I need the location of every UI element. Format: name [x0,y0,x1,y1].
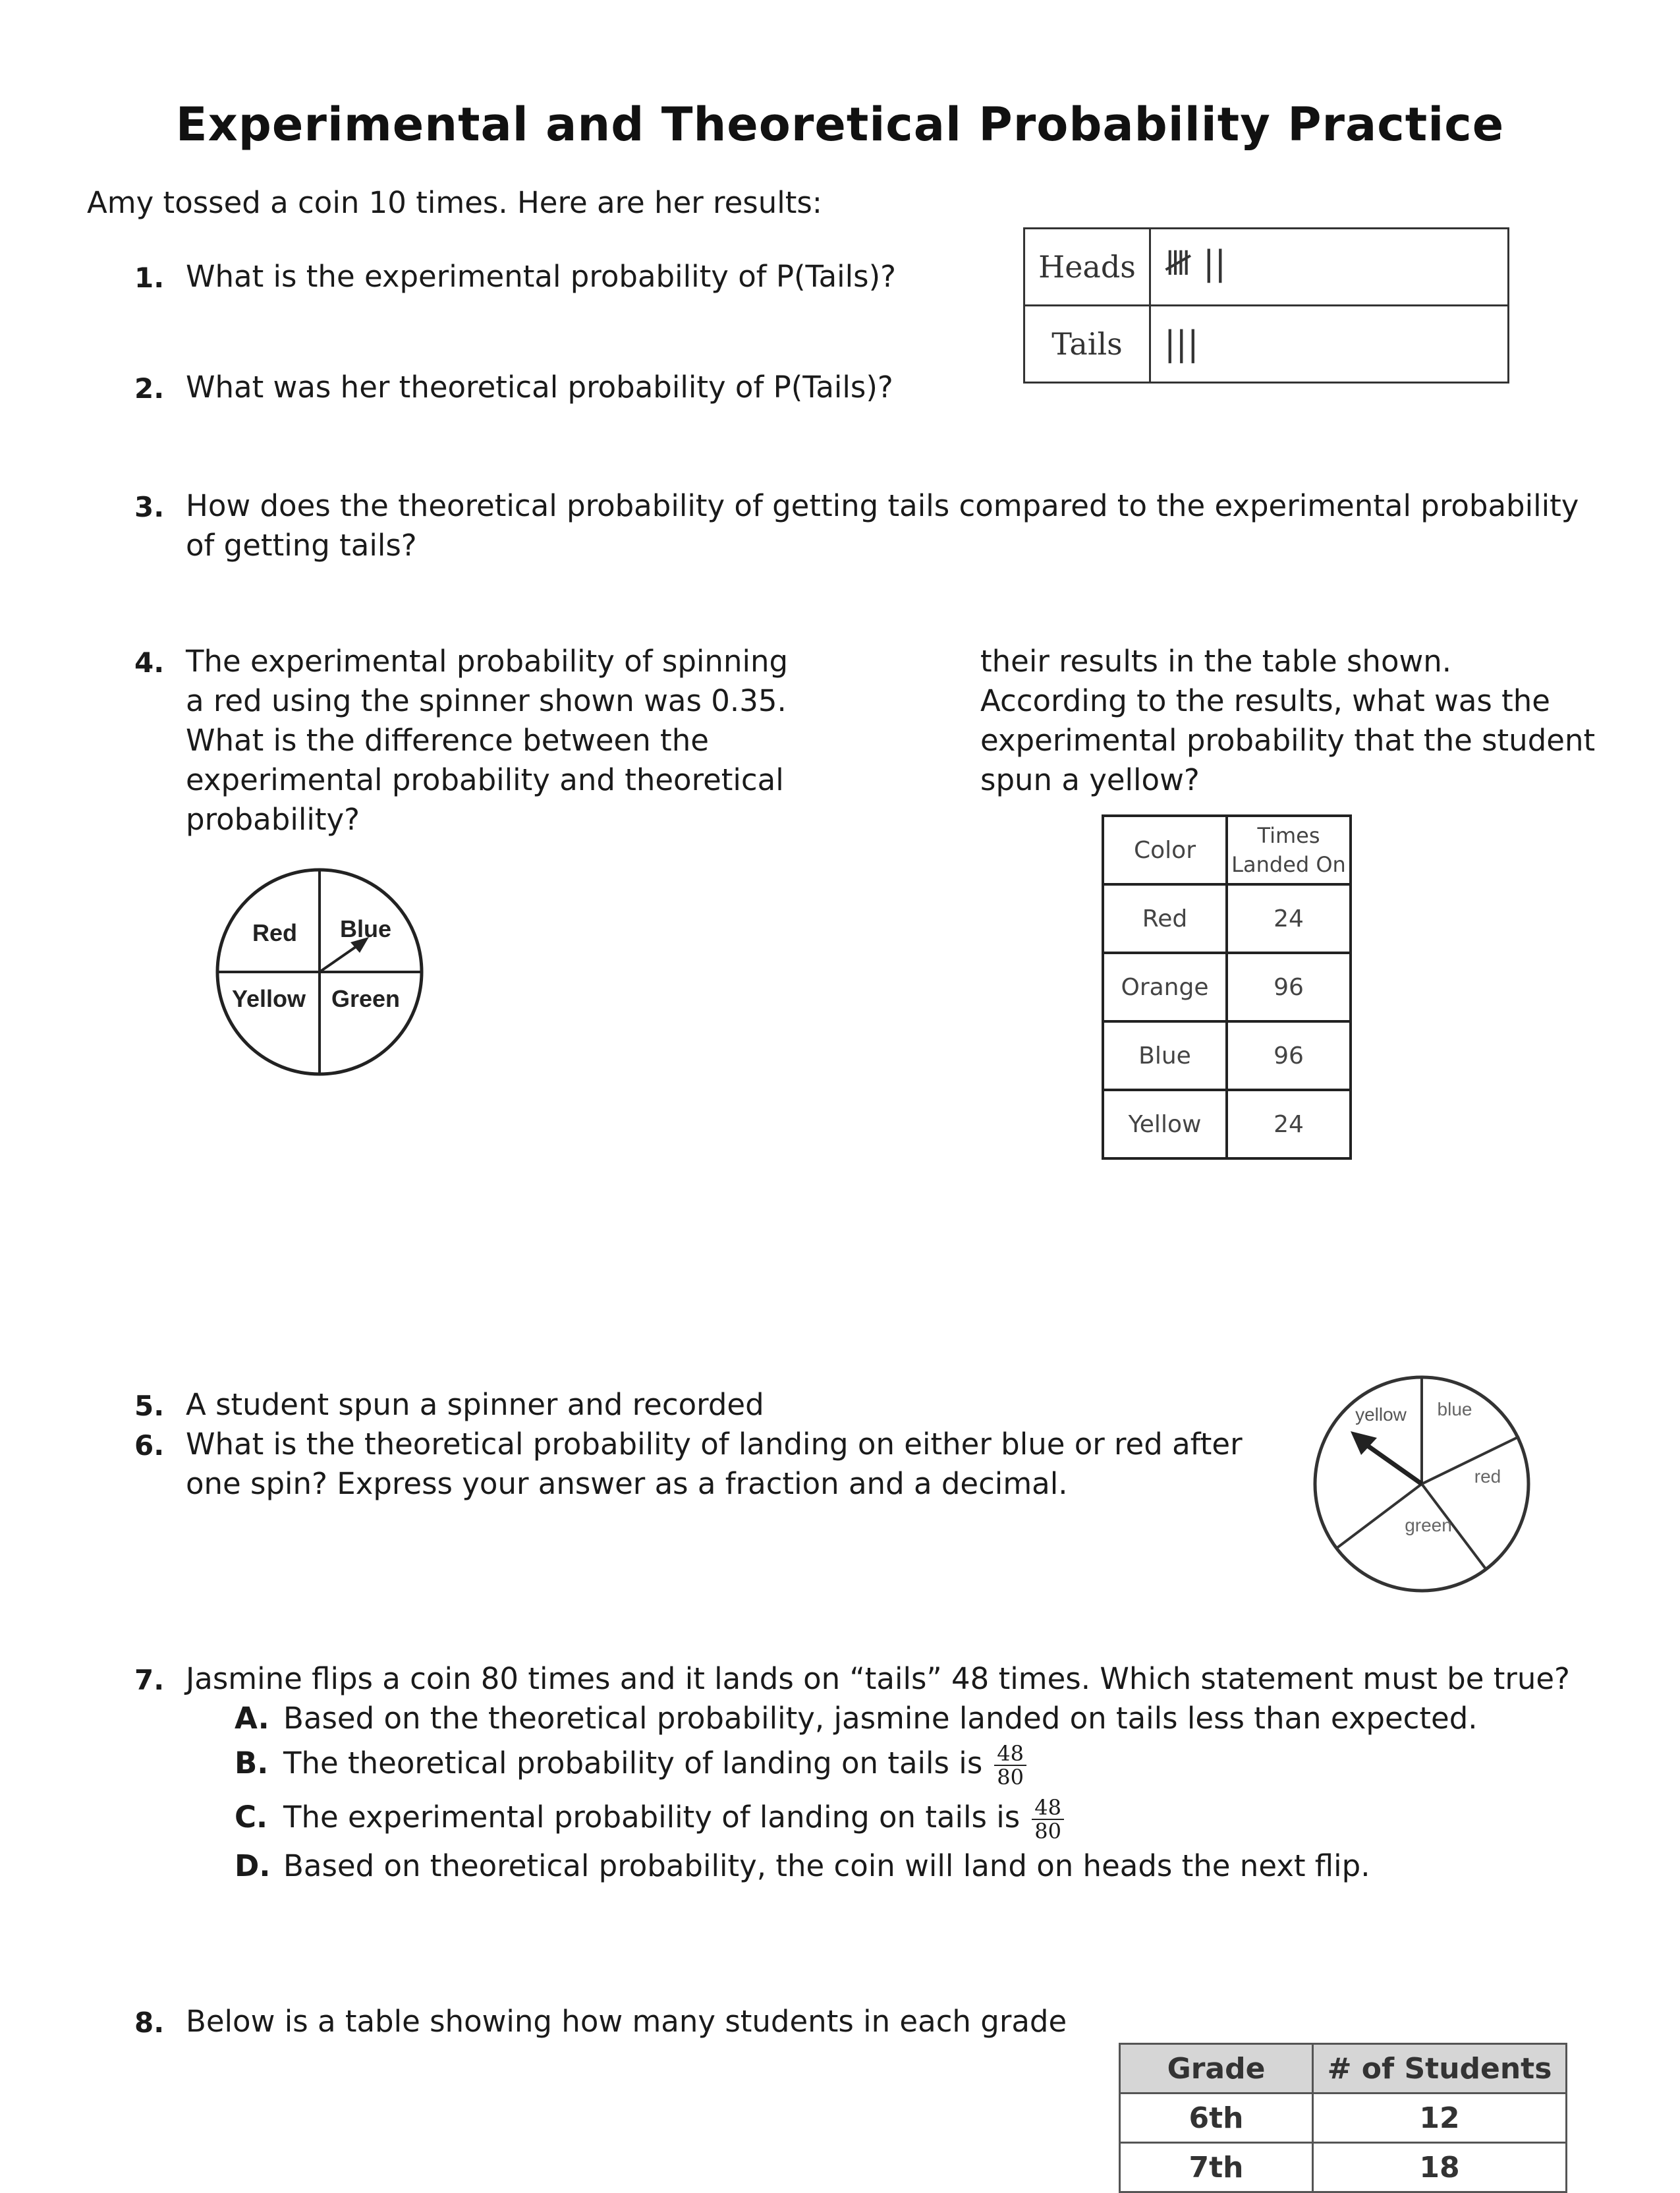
header-color: Color [1103,816,1227,884]
grade-students-table [1119,2043,1567,2193]
question-4-line-3: What is the difference between the [186,723,709,758]
question-2-text: What was her theoretical probability of P(Tails)? [186,370,893,405]
tails-label: Tails [1024,306,1150,383]
tails-tally: ||| [1150,306,1509,383]
table-row [1024,306,1509,383]
students-cell: 12 [1313,2093,1567,2143]
option-c-fraction [1032,1796,1064,1842]
question-5-continued-line-2: According to the results, what was the [980,683,1550,718]
coin-results-table [1023,227,1509,384]
fraction-denominator: 80 [1034,1819,1061,1844]
option-d-text: Based on theoretical probability, the coin will land on heads the next flip. [283,1848,1370,1883]
spinner-label-red: Red [252,919,298,946]
question-5-text: A student spun a spinner and recorded [186,1387,764,1422]
option-b-text: The theoretical probability of landing on tails is [283,1746,983,1780]
option-b-fraction [994,1742,1026,1788]
question-6-line-1: What is the theoretical probability of landing on either blue or red after [186,1427,1243,1462]
option-a-letter: A. [235,1701,269,1736]
header-times [1227,816,1351,884]
option-c-letter: C. [235,1800,268,1835]
question-6-number: 6. [134,1429,165,1462]
grade-cell: 6th [1120,2093,1313,2143]
spinner-label-green: Green [331,985,401,1012]
question-7-number: 7. [134,1664,165,1696]
question-5-continued-line-4: spun a yellow? [980,762,1200,797]
header-times-line-2: Landed On [1231,852,1346,877]
color-cell: Blue [1103,1021,1227,1090]
option-d-letter: D. [235,1848,271,1883]
page-title: Experimental and Theoretical Probability Practice [175,98,1505,152]
question-6-line-2: one spin? Express your answer as a fraction and a decimal. [186,1466,1068,1501]
heads-label: Heads [1024,229,1150,306]
header-times-line-1: Times [1257,823,1320,848]
five-section-spinner [1310,1372,1534,1596]
question-8-text: Below is a table showing how many students in each grade [186,2004,1067,2039]
table-row [1024,229,1509,306]
option-c-text: The experimental probability of landing on tails is [283,1800,1021,1835]
question-7-text: Jasmine flips a coin 80 times and it lands on “tails” 48 times. Which statement must be true? [186,1661,1570,1696]
table-header-row [1103,816,1351,884]
question-1-number: 1. [134,262,165,294]
option-b [235,1742,1026,1788]
option-b-letter: B. [235,1746,269,1780]
color-cell: Orange [1103,953,1227,1021]
heads-tally: 𝍸 || [1150,229,1509,306]
times-cell: 96 [1227,953,1351,1021]
spinner-label-blue: blue [1437,1399,1472,1419]
question-2-number: 2. [134,372,165,405]
question-4-number: 4. [134,646,165,679]
option-a [235,1699,1478,1738]
question-5-continued-line-1: their results in the table shown. [980,644,1452,679]
question-3-number: 3. [134,491,165,523]
question-4-line-2: a red using the spinner shown was 0.35. [186,683,787,718]
table-header-row [1120,2044,1567,2093]
spinner-label-blue: Blue [339,915,392,942]
question-4-line-5: probability? [186,802,360,837]
option-d [235,1846,1370,1886]
students-cell: 18 [1313,2143,1567,2192]
table-row [1103,884,1351,953]
spinner-label-red: red [1474,1466,1501,1487]
times-cell: 24 [1227,1090,1351,1158]
spinner-label-yellow: Yellow [231,985,306,1012]
four-color-spinner [211,863,428,1081]
times-cell: 96 [1227,1021,1351,1090]
question-5-continued-line-3: experimental probability that the student [980,723,1596,758]
spinner-results-table [1102,814,1352,1160]
intro-text: Amy tossed a coin 10 times. Here are her results: [87,185,822,220]
question-3-line-1: How does the theoretical probability of getting tails compared to the experimental probability [186,488,1579,523]
header-grade: Grade [1120,2044,1313,2093]
question-8-number: 8. [134,2007,165,2039]
option-c [235,1796,1064,1842]
question-1-text: What is the experimental probability of P(Tails)? [186,259,897,294]
table-row [1103,953,1351,1021]
table-row [1120,2093,1567,2143]
question-4-line-4: experimental probability and theoretical [186,762,784,797]
color-cell: Yellow [1103,1090,1227,1158]
question-3-line-2: of getting tails? [186,528,417,563]
fraction-numerator: 48 [1032,1796,1064,1820]
fraction-denominator: 80 [997,1765,1024,1790]
option-a-text: Based on the theoretical probability, jasmine landed on tails less than expected. [283,1701,1478,1736]
spinner-label-green: green [1405,1515,1452,1535]
times-cell: 24 [1227,884,1351,953]
table-row [1120,2143,1567,2192]
color-cell: Red [1103,884,1227,953]
table-row [1103,1021,1351,1090]
fraction-numerator: 48 [994,1742,1026,1766]
question-5-number: 5. [134,1390,165,1422]
header-students: # of Students [1313,2044,1567,2093]
grade-cell: 7th [1120,2143,1313,2192]
spinner-label-yellow: yellow [1355,1404,1407,1425]
table-row [1103,1090,1351,1158]
question-4-line-1: The experimental probability of spinning [186,644,789,679]
